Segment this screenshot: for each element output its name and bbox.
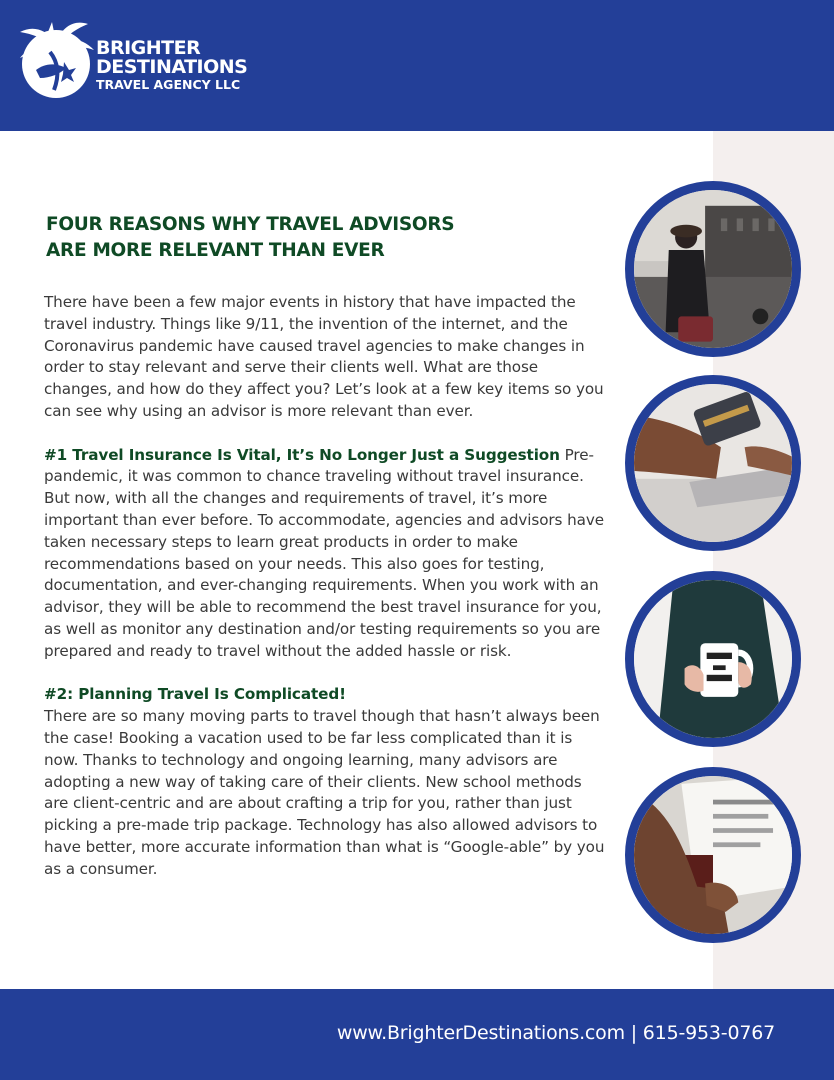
logo-wordmark — [96, 39, 247, 92]
photo-traveler — [625, 181, 801, 357]
section-2-heading: #2: Planning Travel Is Complicated! — [44, 685, 346, 704]
title-line-2: ARE MORE RELEVANT THAN EVER — [46, 240, 385, 261]
logo-line-brighter: BRIGHTER — [96, 37, 201, 59]
title-line-1: FOUR REASONS WHY TRAVEL ADVISORS — [46, 214, 455, 235]
website-link[interactable]: www.BrighterDestinations.com — [336, 1022, 625, 1044]
footer-bar — [0, 989, 834, 1080]
section-1 — [44, 445, 610, 663]
section-2-text: There are so many moving parts to travel though that hasn’t always been the case! Booking a vacation used to be far less complicated than it is now. Thanks to technology and ongoing learning, many advisors are adopting a new way of taking care of their clients. New school methods are client-centric and are about crafting a trip for you, rather than just picking a pre-made trip package. Technology has also allowed advisors to have better, more accurate information than what is “Google-able” by you as a consumer. — [44, 707, 605, 878]
footer-separator: | — [630, 1022, 637, 1044]
header-bar — [0, 0, 834, 131]
footer-contact — [337, 1022, 775, 1044]
passport-documents-photo-icon — [634, 776, 792, 934]
logo-line-agency: TRAVEL AGENCY LLC — [96, 77, 241, 92]
company-logo[interactable] — [14, 12, 274, 104]
section-2 — [44, 684, 610, 880]
phone-link[interactable]: 615-953-0767 — [642, 1022, 775, 1044]
credit-card-laptop-photo-icon — [634, 384, 792, 542]
like-a-boss-mug-photo-icon — [634, 580, 792, 738]
section-1-heading: #1 Travel Insurance Is Vital, It’s No Longer Just a Suggestion — [44, 445, 560, 464]
section-1-text: Pre-pandemic, it was common to chance traveling without travel insurance. But now, with all the changes and requirements of travel, it’s more important than ever before. To accommodate, agencies and advisors have taken necessary steps to learn great products in order to make recommendations based on your needs. This also goes for testing, documentation, and ever-changing requirements. When you work with an advisor, they will be able to recommend the best travel insurance for you, as well as monitor any destination and/or testing requirements so you are prepared and ready to travel without the added hassle or risk. — [44, 445, 604, 660]
photo-documents — [625, 767, 801, 943]
intro-paragraph: There have been a few major events in history that have impacted the travel industry. Things like 9/11, the invention of the internet, and the Coronavirus pandemic have caused travel agencies to make changes in order to stay relevant and serve their clients well. What are those changes, and how do they affect you? Let’s look at a few key items so you can see why using an advisor is more relevant than ever. — [44, 293, 604, 420]
traveler-with-suitcase-photo-icon — [634, 190, 792, 348]
photo-credit-card — [625, 375, 801, 551]
article-body — [44, 292, 610, 902]
article-title — [46, 212, 606, 264]
logo-line-destinations: DESTINATIONS — [96, 56, 248, 78]
palm-tree-sun-logo-icon — [14, 12, 100, 102]
photo-mug — [625, 571, 801, 747]
